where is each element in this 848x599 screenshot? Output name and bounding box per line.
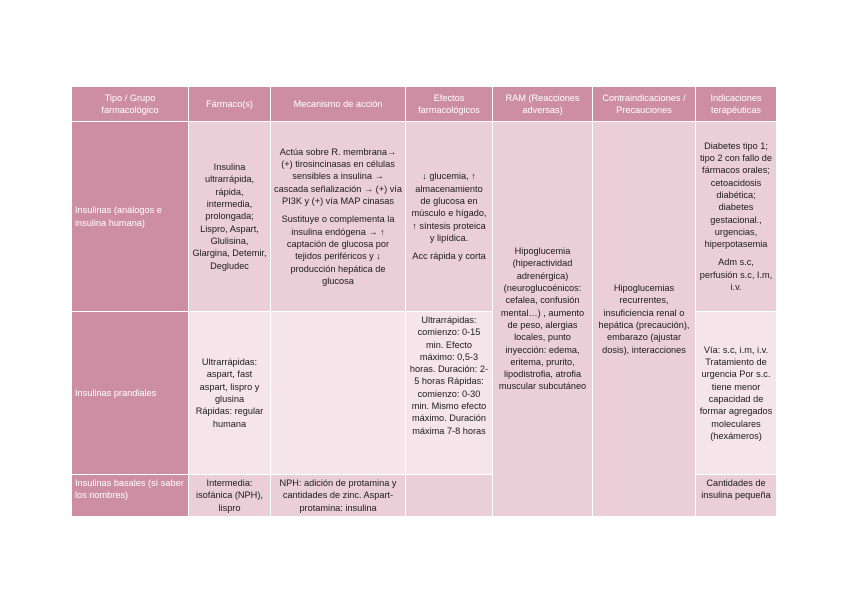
group-cell: Insulinas (análogos e insulina humana) — [72, 122, 189, 312]
header-effects: Efectos farmacológicos — [406, 87, 493, 122]
header-row — [72, 87, 777, 122]
header-mechanism: Mecanismo de acción — [271, 87, 406, 122]
effects-cell: Ultrarrápidas: comienzo: 0-15 min. Efecto máximo: 0,5-3 horas. Duración: 2-5 horas Rápidas: comienzo: 0-30 min. Mismo efecto máximo. Duración máxima 7-8 horas — [406, 312, 493, 475]
indications-paragraph: Adm s.c, perfusión s.c, I.m, i.v. — [699, 257, 773, 292]
group-cell: Insulinas basales (sí saber los nombres) — [72, 475, 189, 517]
header-indications: Indicaciones terapéuticas — [696, 87, 777, 122]
header-contraindications: Contraindicaciones / Precauciones — [593, 87, 696, 122]
effects-paragraph: ↓ glucemia, ↑ almacenamiento de glucosa en músculo e hígado, ↑ síntesis proteica y lipídica. — [411, 171, 487, 243]
mechanism-paragraph: Sustituye o complementa la insulina endógena → ↑ captación de glucosa por tejidos periféricos y ↓ producción hepática de glucosa — [281, 214, 395, 286]
group-cell: Insulinas prandiales — [72, 312, 189, 475]
header-adverse: RAM (Reacciones adversas) — [493, 87, 593, 122]
effects-cell — [406, 122, 493, 312]
table-row — [72, 122, 777, 312]
indications-paragraph: Diabetes tipo 1; tipo 2 con fallo de fármacos orales; cetoacidosis diabética; diabetes gestacional., urgencias, hiperpotasemia — [699, 140, 773, 250]
effects-paragraph: Acc rápida y corta — [412, 251, 486, 262]
indications-cell — [696, 122, 777, 312]
drugs-paragraph: Ultrarrápidas: aspart, fast aspart, lispro y glusina — [199, 357, 260, 404]
drugs-cell — [189, 312, 271, 475]
drugs-cell: Insulina ultrarrápida, rápida, intermedia, prolongada; Lispro, Aspart, Glulisina, Glargina, Detemir, Degludec — [189, 122, 271, 312]
drugs-cell: Intermedia: isofánica (NPH), lispro — [189, 475, 271, 517]
drugs-paragraph: Rápidas: regular humana — [195, 406, 264, 429]
indications-cell: Vía: s.c, i.m, i.v. Tratamiento de urgencia Por s.c. tiene menor capacidad de formar agregados moleculares (hexámeros) — [696, 312, 777, 475]
mechanism-cell: NPH: adición de protamina y cantidades de zinc. Aspart-protamina: insulina — [271, 475, 406, 517]
contraindications-cell: Hipoglucemias recurrentes, insuficiencia renal o hepática (precaución), embarazo (ajustar dosis), interacciones — [593, 122, 696, 517]
mechanism-cell — [271, 312, 406, 475]
header-group: Tipo / Grupo farmacológico — [72, 87, 189, 122]
mechanism-paragraph: Actúa sobre R. membrana→ (+) tirosincinasas en células sensibles a insulina → cascada señalización → (+) vía PI3K y (+) vía MAP cinasas — [274, 146, 402, 207]
mechanism-cell — [271, 122, 406, 312]
pharmacology-table — [71, 86, 777, 517]
adverse-cell: Hipoglucemia (hiperactividad adrenérgica) (neuroglucoénicos: cefalea, confusión mental…) , aumento de peso, alergias locales, punto inyección: edema, eritema, prurito, lipodistrofia, atrofia muscular subcutáneo — [493, 122, 593, 517]
indications-cell: Cantidades de insulina pequeña — [696, 475, 777, 517]
effects-cell — [406, 475, 493, 517]
header-drugs: Fármaco(s) — [189, 87, 271, 122]
